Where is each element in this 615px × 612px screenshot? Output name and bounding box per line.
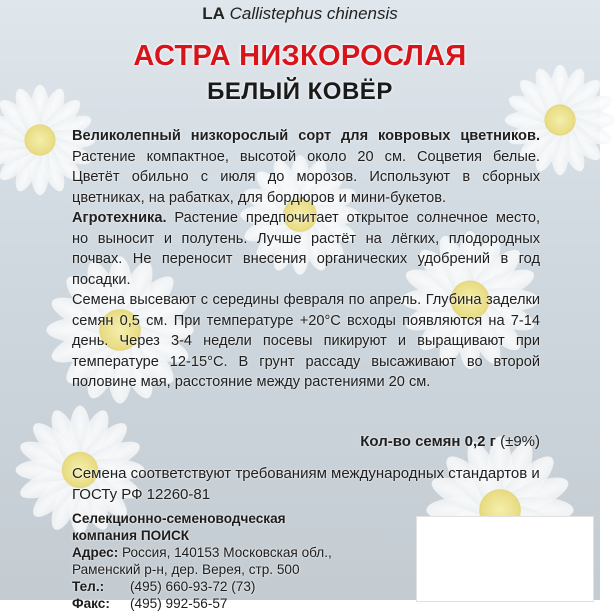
phone-label: Тел.: [72,579,105,594]
agrotechnics-paragraph [72,208,540,290]
fax-number: (495) 992-56-57 [130,596,228,611]
description-paragraph [72,126,540,208]
latin-name [0,4,600,24]
product-subtitle: БЕЛЫЙ КОВЁР [207,78,393,105]
company-address [72,544,402,561]
agrotechnics-text: Растение предпочитает открытое солнечное место, но выносит и полутень. Лучше растёт на лёгких, плодородных почвах. Не переносит внесения органических удобрений в год посадки. [72,210,540,288]
product-description [72,126,540,393]
standards-compliance: Семена соответствуют требованиям международных стандартов и ГОСТу РФ 12260-81 [72,465,540,503]
company-name-line1: Селекционно-семеноводческая [72,511,286,526]
sowing-paragraph: Семена высевают с середины февраля по апрель. Глубина заделки семян 0,5 см. При температуре +20°С всходы появляются на 7-14 день. Через 3-4 недели посевы пикируют и выращивают при температуре 12-15°С. В грунт рассаду высаживают во второй половине мая, расстояние между растениями 20 см. [72,292,540,390]
seed-count-tolerance: (±9%) [495,433,540,450]
fax-label: Факс: [72,596,110,611]
phone-number: (495) 660-93-72 (73) [130,579,256,594]
agrotechnics-heading: Агротехника. [72,210,167,226]
address-line1: Россия, 140153 Московская обл., [118,545,332,560]
latin-species: Callistephus chinensis [229,4,398,23]
company-name-line2: компания ПОИСК [72,528,190,543]
company-info [72,510,402,612]
company-phone [72,578,402,595]
product-title: АСТРА НИЗКОРОСЛАЯ [133,40,467,72]
latin-genus-abbr: LA [202,4,225,23]
company-fax [72,595,402,612]
description-text: Растение компактное, высотой около 20 см. Соцветия белые. Цветёт обильно с июля до морозов. Используют в сборных цветниках, на рабатках, для бордюров и мини-букетов. [72,148,540,206]
address-line2: Раменский р-н, дер. Верея, стр. 500 [72,562,300,577]
seed-count [72,433,540,450]
seed-count-label: Кол-во семян 0,2 г [360,433,496,450]
description-lead: Великолепный низкорослый сорт для ковровых цветников. [72,128,540,144]
address-label: Адрес: [72,545,119,560]
blank-label-area [416,516,594,602]
